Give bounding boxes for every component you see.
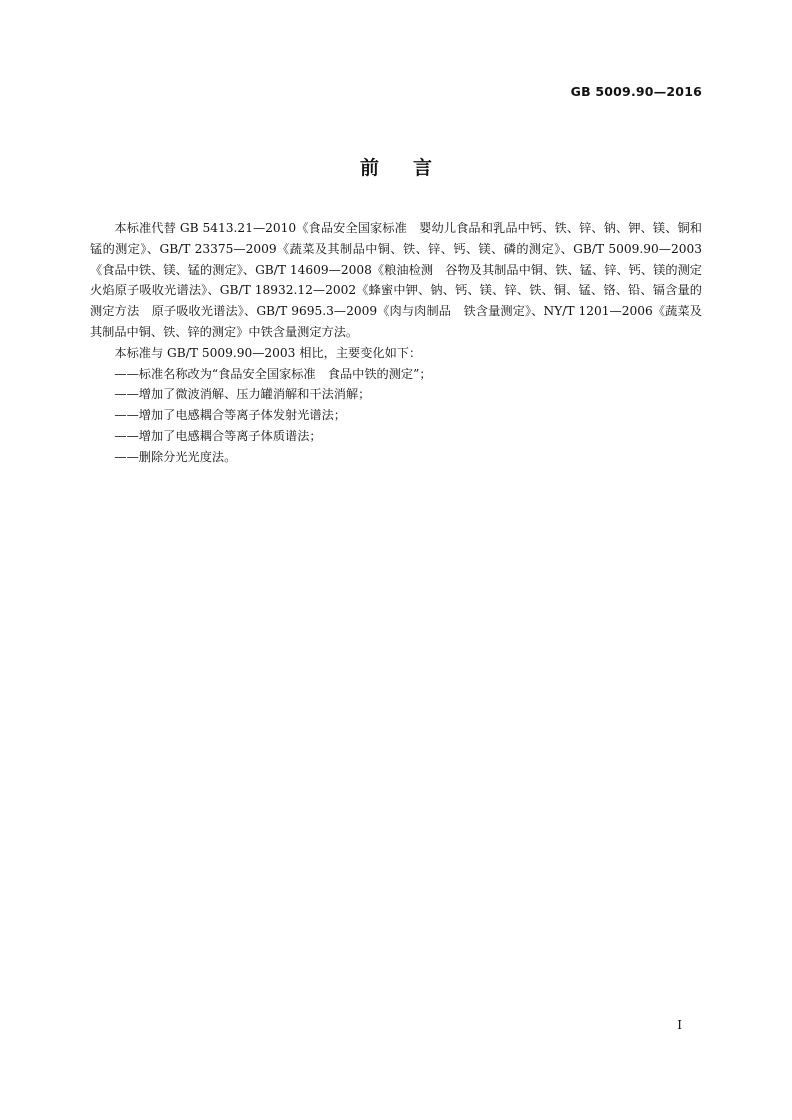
page-title: 前言 [359,157,466,179]
list-item: ——增加了微波消解、压力罐消解和干法消解； [114,387,371,402]
foreword-body [90,218,715,468]
page-number: I [677,1018,682,1032]
foreword-paragraph-changes-intro: 本标准与 GB/T 5009.90—2003 相比，主要变化如下： [114,345,422,360]
list-item: ——标准名称改为“食品安全国家标准 食品中铁的测定”； [114,366,432,381]
list-item: ——增加了电感耦合等离子体发射光谱法； [114,408,346,423]
changes-list [90,364,702,468]
foreword-paragraph-replacement: 本标准代替 GB 5413.21—2010《食品安全国家标准 婴幼儿食品和乳品中钙、铁、锌、钠、钾、镁、铜和锰的测定》、GB/T 23375—2009《蔬菜及其制品中铜、铁、锌、钙、镁、磷的测定》、GB/T 5009.90—2003《食品中铁、镁、锰的测定》、GB/T 14609—2008《粮油检测 谷物及其制品中铜、铁、锰、锌、钙、镁的测定 火焰原子吸收光谱法》、GB/T 18932.12—2002《蜂蜜中钾、钠、钙、镁、锌、铁、铜、锰、铬、铅、镉含量的测定方法 原子吸收光谱法》、GB/T 9695.3—2009《肉与肉制品 铁含量测定》、NY/T 1201—2006《蔬菜及其制品中铜、铁、锌的测定》中铁含量测定方法。 [90,221,715,339]
list-item: ——增加了电感耦合等离子体质谱法； [114,428,322,443]
list-item: ——删除分光光度法。 [114,449,237,464]
standard-code: GB 5009.90—2016 [570,84,702,99]
